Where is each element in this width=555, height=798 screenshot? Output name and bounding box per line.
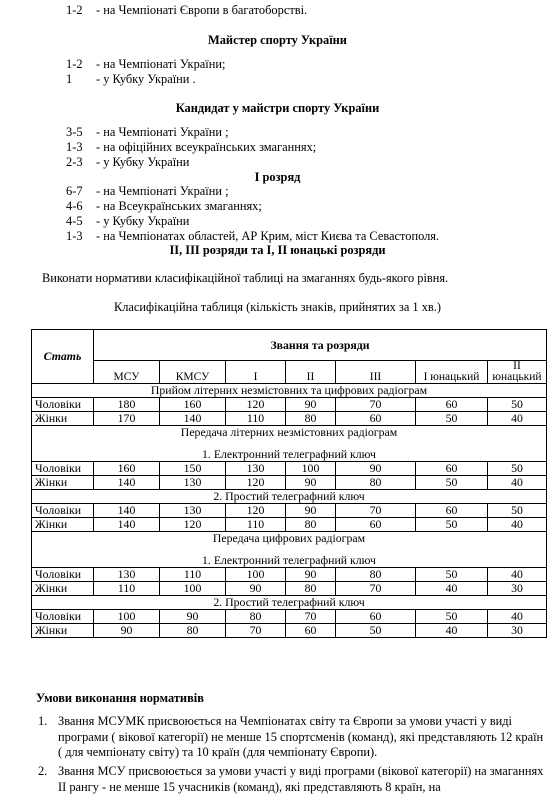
list-item (0, 125, 555, 140)
table-cell: 100 (226, 568, 286, 582)
condition-number: 2. (38, 763, 48, 778)
row-label: Чоловіки (32, 504, 94, 518)
table-cell: 150 (160, 462, 226, 476)
table-cell: 100 (94, 610, 160, 624)
table-cell: 60 (336, 518, 416, 532)
section-row (32, 426, 547, 462)
row-label: Чоловіки (32, 462, 94, 476)
place-number: 4-6 (66, 199, 83, 213)
rank1-heading: І розряд (254, 170, 301, 184)
place-text: - на Чемпіонаті України; (96, 57, 226, 71)
table-cell: 40 (488, 610, 547, 624)
table-cell: 80 (286, 518, 336, 532)
table-row (32, 624, 547, 638)
table-cell: 50 (416, 610, 488, 624)
section-row (32, 532, 547, 568)
table-cell: 80 (336, 568, 416, 582)
table-cell: 70 (336, 504, 416, 518)
table-cell: 90 (286, 568, 336, 582)
section-title-text: 2. Простий телеграфний ключ (213, 489, 365, 503)
place-number: 4-5 (66, 214, 83, 228)
list-item (0, 199, 555, 214)
table-cell: 60 (336, 412, 416, 426)
table-cell: 70 (226, 624, 286, 638)
table-cell: 140 (94, 476, 160, 490)
table-cell: 50 (416, 476, 488, 490)
row-label: Жінки (32, 582, 94, 596)
table-cell: 110 (160, 568, 226, 582)
table-row (32, 462, 547, 476)
list-item (0, 214, 555, 229)
place-number: 6-7 (66, 184, 83, 198)
table-row (32, 398, 547, 412)
table-cell: 120 (226, 398, 286, 412)
table-cell: 70 (336, 582, 416, 596)
table-cell: 40 (416, 624, 488, 638)
table-row (32, 610, 547, 624)
column-header: І юнацький (416, 361, 488, 384)
table-cell: 160 (94, 462, 160, 476)
table-row (32, 476, 547, 490)
table-cell: 90 (226, 582, 286, 596)
column-header: ІІ юнацький (488, 361, 547, 384)
table-row (32, 504, 547, 518)
table-cell: 50 (416, 412, 488, 426)
place-text: - у Кубку України . (96, 72, 196, 86)
table-cell: 80 (336, 476, 416, 490)
table-cell: 130 (226, 462, 286, 476)
section-title-text: Передача цифрових радіограм (212, 531, 366, 545)
rank1-list (0, 184, 555, 244)
table-cell: 60 (416, 398, 488, 412)
rank2-heading: ІІ, ІІІ розряди та І, ІІ юнацькі розряди (169, 243, 386, 257)
table-cell: 60 (416, 462, 488, 476)
table-cell: 70 (286, 610, 336, 624)
intro-text: Виконати нормативи класифікаційної таблиці на змаганнях будь-якого рівня. (42, 271, 449, 285)
msu-list (0, 57, 555, 87)
column-header: МСУ (94, 361, 160, 384)
conditions-list (38, 714, 548, 798)
table-cell: 100 (286, 462, 336, 476)
condition-number: 1. (38, 714, 48, 728)
stat-header: Стать (32, 330, 94, 384)
place-number: 3-5 (66, 125, 83, 139)
classification-table (31, 329, 547, 638)
table-cell: 180 (94, 398, 160, 412)
table-cell: 40 (488, 476, 547, 490)
table-cell: 90 (286, 504, 336, 518)
table-cell: 160 (160, 398, 226, 412)
row-label: Жінки (32, 518, 94, 532)
place-text: - на Чемпіонатах областей, АР Крим, міст Києва та Севастополя. (96, 229, 440, 243)
table-cell: 50 (416, 568, 488, 582)
table-cell: 90 (336, 462, 416, 476)
condition-text: Звання МСУ присвоюється за умови участі у виді програми (вікової категорії) на змаганнях ІІ рангу - не менше 15 учасників (команд), які представляють 8 країн, на (58, 763, 544, 794)
row-label: Жінки (32, 624, 94, 638)
list-item (0, 184, 555, 199)
column-header: ІІ (286, 361, 336, 384)
row-label: Чоловіки (32, 610, 94, 624)
msu-heading: Майстер спорту України (208, 33, 347, 47)
table-cell: 50 (416, 518, 488, 532)
section-title-text: Прийом літерних незмістовних та цифрових радіограм (150, 383, 428, 397)
table-cell: 90 (94, 624, 160, 638)
place-text: - на Чемпіонаті України ; (96, 125, 229, 139)
table-cell: 170 (94, 412, 160, 426)
list-item (0, 57, 555, 72)
place-number: 1-2 (66, 57, 83, 71)
table-cell: 140 (94, 518, 160, 532)
table-cell: 140 (94, 504, 160, 518)
section-title (32, 596, 547, 610)
table-cell: 50 (336, 624, 416, 638)
section-row (32, 384, 547, 398)
place-text: - на Чемпіонаті України ; (96, 184, 229, 198)
column-header-row (32, 361, 547, 384)
table-cell: 40 (488, 412, 547, 426)
place-number: 1 (66, 72, 73, 86)
table-cell: 80 (226, 610, 286, 624)
kmsu-list (0, 125, 555, 170)
row-label: Жінки (32, 412, 94, 426)
list-item (0, 229, 555, 244)
table-cell: 130 (160, 504, 226, 518)
table-row (32, 412, 547, 426)
place-text: - на Всеукраїнських змаганнях; (96, 199, 262, 213)
row-label: Жінки (32, 476, 94, 490)
column-header: КМСУ (160, 361, 226, 384)
table-cell: 30 (488, 582, 547, 596)
table-cell: 70 (336, 398, 416, 412)
table-row (32, 518, 547, 532)
table-cell: 120 (226, 476, 286, 490)
table-cell: 90 (286, 476, 336, 490)
section-title (32, 384, 547, 398)
table-cell: 100 (160, 582, 226, 596)
condition-text: Звання МСУМК присвоюється на Чемпіонатах світу та Європи за умови участі у виді програми ( вікової категорії) не менше 15 спортсменів (команд), які представляють 12 країн ( для чемпіонату світу) та 10 країн (для чемпіонату Європи). (58, 714, 544, 760)
place-number: 2-3 (66, 155, 83, 169)
column-header: ІІІ (336, 361, 416, 384)
place-text: - на офіційних всеукраїнських змаганнях; (96, 140, 317, 154)
table-cell: 80 (286, 412, 336, 426)
section-title (32, 426, 547, 462)
table-cell: 140 (160, 412, 226, 426)
section-subtitle: 1. Електронний телеграфний ключ (202, 447, 376, 461)
section-title-text: 2. Простий телеграфний ключ (213, 595, 365, 609)
table-cell: 110 (226, 412, 286, 426)
column-header: І (226, 361, 286, 384)
list-item (0, 155, 555, 170)
section-title (32, 490, 547, 504)
place-text: - у Кубку України (96, 155, 190, 169)
table-cell: 40 (488, 518, 547, 532)
table-cell: 130 (160, 476, 226, 490)
condition-item (38, 714, 548, 761)
kmsu-heading: Кандидат у майстри спорту України (175, 101, 380, 115)
table-cell: 60 (336, 610, 416, 624)
table-cell: 60 (416, 504, 488, 518)
table-body (32, 384, 547, 638)
place-number: 1-2 (66, 3, 83, 17)
table-cell: 50 (488, 504, 547, 518)
row-label: Чоловіки (32, 398, 94, 412)
row-label: Чоловіки (32, 568, 94, 582)
group-header: Звання та розряди (94, 330, 547, 361)
table-cell: 40 (488, 568, 547, 582)
section-row (32, 490, 547, 504)
table-cell: 40 (416, 582, 488, 596)
place-number: 1-3 (66, 140, 83, 154)
table-row (32, 568, 547, 582)
table-cell: 130 (94, 568, 160, 582)
section-title (32, 532, 547, 568)
table-cell: 120 (160, 518, 226, 532)
list-item (0, 72, 555, 87)
list-item (0, 3, 555, 18)
place-number: 1-3 (66, 229, 83, 243)
table-cell: 50 (488, 398, 547, 412)
section-subtitle: 1. Електронний телеграфний ключ (202, 553, 376, 567)
table-cell: 60 (286, 624, 336, 638)
section-row (32, 596, 547, 610)
table-caption: Класифікаційна таблиця (кількість знаків, прийнятих за 1 хв.) (113, 300, 441, 314)
table-cell: 90 (160, 610, 226, 624)
table-cell: 80 (160, 624, 226, 638)
table-cell: 80 (286, 582, 336, 596)
table-row (32, 582, 547, 596)
conditions-heading: Умови виконання нормативів (36, 691, 204, 705)
table-cell: 30 (488, 624, 547, 638)
table-cell: 120 (226, 504, 286, 518)
place-text: - на Чемпіонаті Європи в багатоборстві. (96, 3, 308, 17)
table-cell: 50 (488, 462, 547, 476)
section-title-text: Передача літерних незмістовних радіограм (180, 425, 398, 439)
top-list (0, 3, 555, 18)
table-cell: 90 (286, 398, 336, 412)
place-text: - у Кубку України (96, 214, 190, 228)
list-item (0, 140, 555, 155)
table-cell: 110 (226, 518, 286, 532)
table-cell: 110 (94, 582, 160, 596)
condition-item (38, 763, 548, 795)
